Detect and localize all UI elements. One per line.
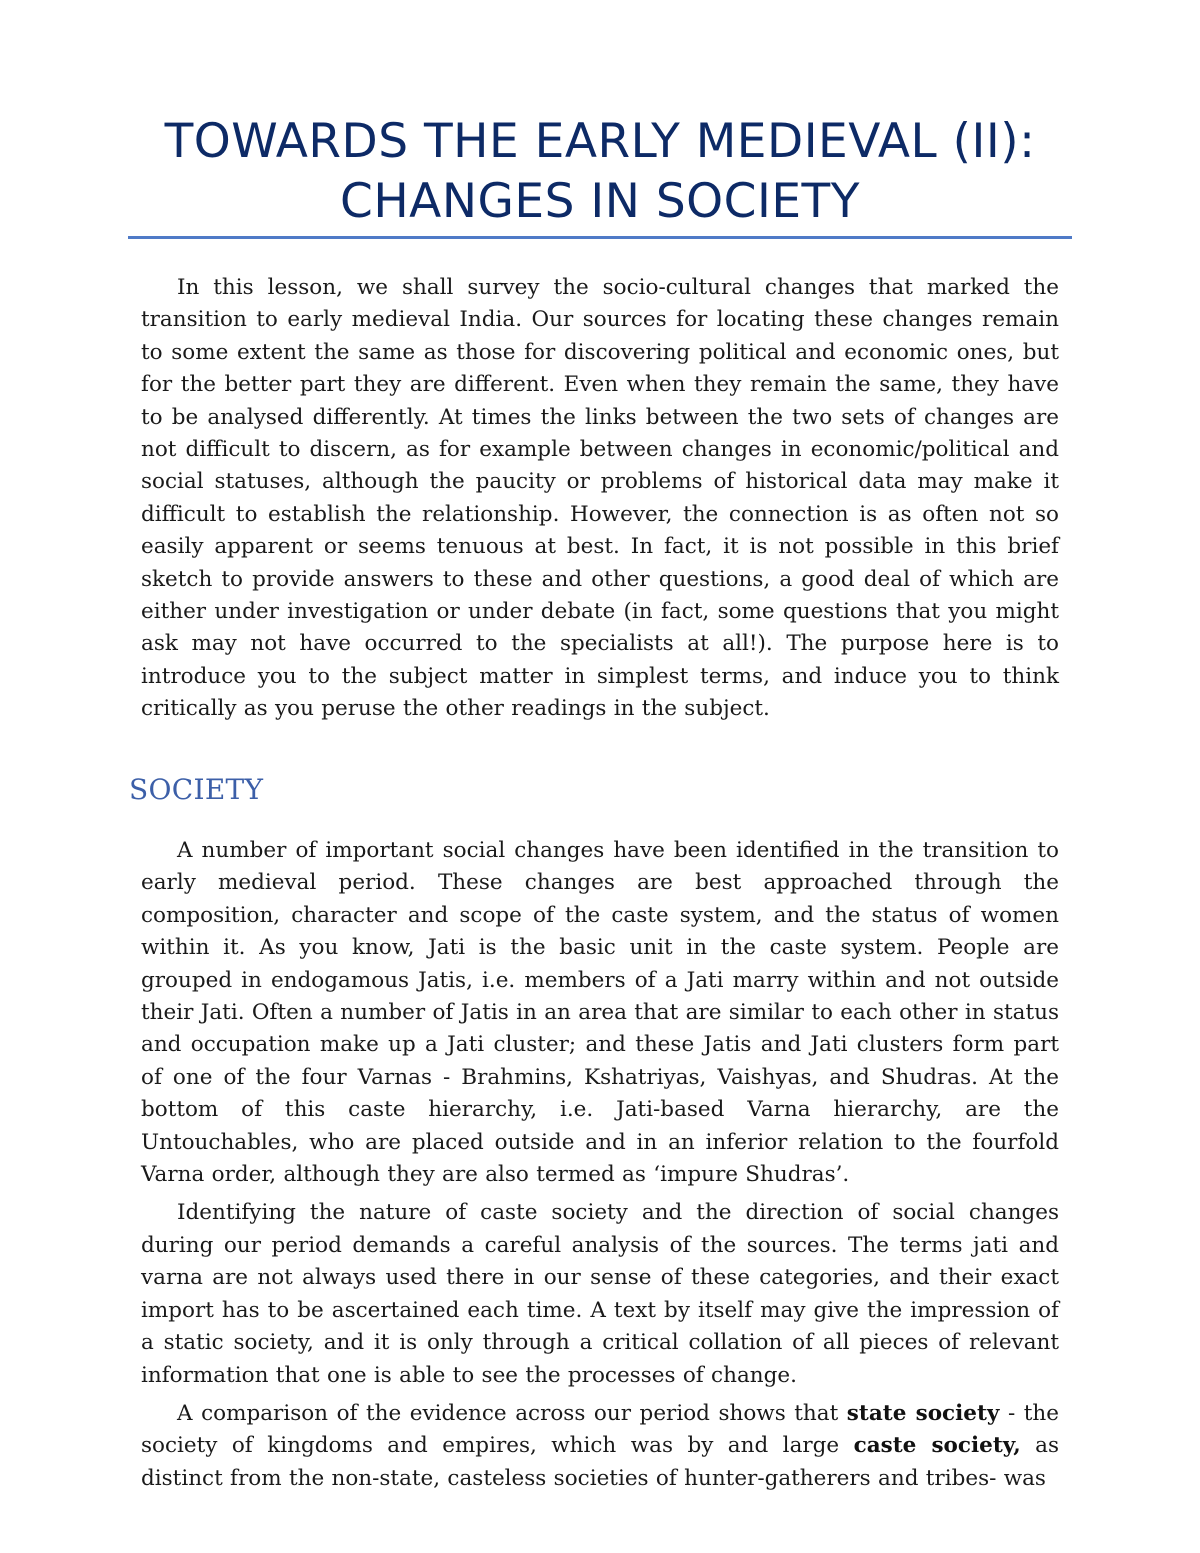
para3-bold-state-society: state society bbox=[846, 1400, 1000, 1426]
para3-text-2: - the society of kingdoms and empires, which was by and large bbox=[141, 1400, 1059, 1459]
title-line-2: CHANGES IN SOCIETY bbox=[340, 174, 860, 229]
society-paragraph-1: A number of important social changes have been identified in the transition to early medieval period. These changes are best approached through the composition, character and scope of the caste system, and the status of women within it. As you know, Jati is the basic unit in the caste system. People are grouped in endogamous Jatis, i.e. members of a Jati marry within and not outside their Jati. Often a number of Jatis in an area that are similar to each other in status and occupation make up a Jati cluster; and these Jatis and Jati clusters form part of one of the four Varnas - Brahmins, Kshatriyas, Vaishyas, and Shudras. At the bottom of this caste hierarchy, i.e. Jati-based Varna hierarchy, are the Untouchables, who are placed outside and in an inferior relation to the fourfold Varna order, although they are also termed as ‘impure Shudras’. bbox=[141, 838, 1059, 1188]
para3-bold-caste-society: caste society, bbox=[853, 1433, 1021, 1459]
para3-text-1: A comparison of the evidence across our period shows that bbox=[177, 1400, 847, 1426]
society-section bbox=[141, 835, 1059, 1501]
society-paragraph-2: Identifying the nature of caste society and the direction of social changes during our period demands a careful analysis of the sources. The terms jati and varna are not always used there in our sense of these categories, and their exact import has to be ascertained each time. A text by itself may give the impression of a static society, and it is only through a critical collation of all pieces of relevant information that one is able to see the processes of change. bbox=[141, 1200, 1059, 1388]
document-title bbox=[128, 112, 1072, 232]
society-paragraph-3 bbox=[141, 1398, 1059, 1495]
intro-section bbox=[141, 272, 1059, 732]
intro-paragraph: In this lesson, we shall survey the socio-cultural changes that marked the transition to early medieval India. Our sources for locating these changes remain to some extent the same as those for discovering political and economic ones, but for the better part they are different. Even when they remain the same, they have to be analysed differently. At times the links between the two sets of changes are not difficult to discern, as for example between changes in economic/political and social statuses, although the paucity or problems of historical data may make it difficult to establish the relationship. However, the connection is as often not so easily apparent or seems tenuous at best. In fact, it is not possible in this brief sketch to provide answers to these and other questions, a good deal of which are either under investigation or under debate (in fact, some questions that you might ask may not have occurred to the specialists at all!). The purpose here is to introduce you to the subject matter in simplest terms, and induce you to think critically as you peruse the other readings in the subject. bbox=[141, 275, 1059, 722]
title-line-1: TOWARDS THE EARLY MEDIEVAL (II): bbox=[164, 114, 1036, 169]
para3-text-3: as distinct from the non-state, casteless societies of hunter-gatherers and tribes- was bbox=[141, 1433, 1059, 1491]
section-heading-society: SOCIETY bbox=[129, 773, 264, 806]
title-divider bbox=[128, 236, 1072, 239]
